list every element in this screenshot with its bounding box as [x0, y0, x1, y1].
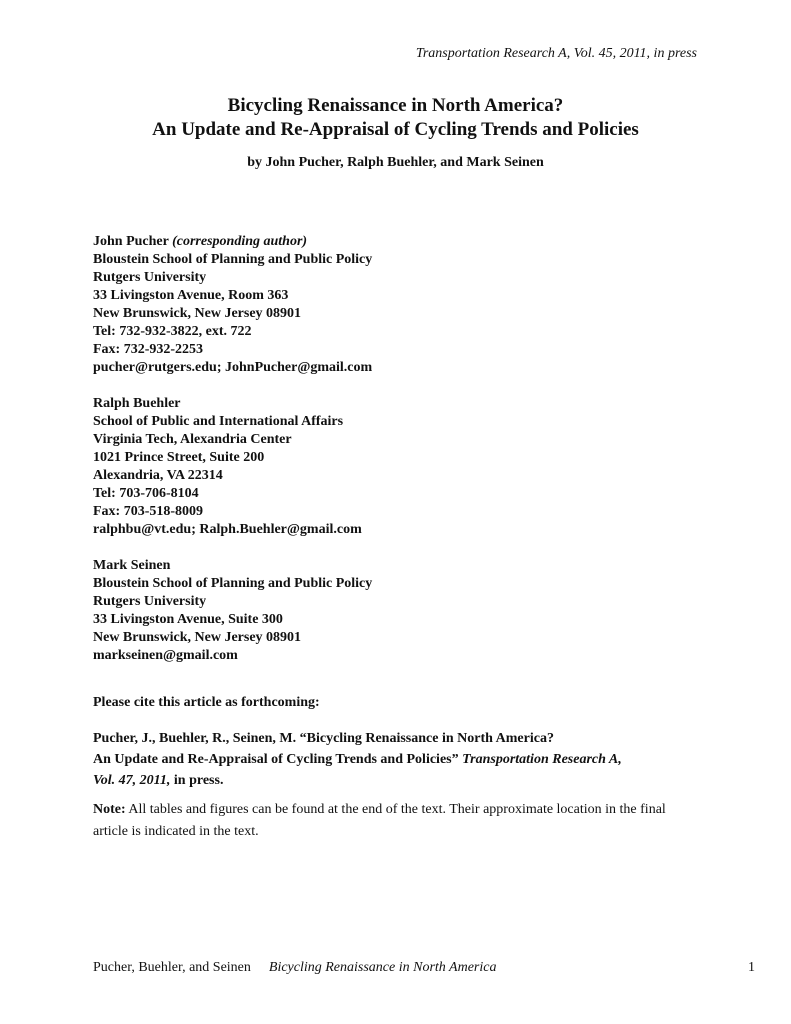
author-email: pucher@rutgers.edu; JohnPucher@gmail.com [93, 360, 373, 375]
note-text: All tables and figures can be found at the end of the text. Their approximate location in the final article is indicated in the text. [93, 802, 666, 839]
author-block-pucher [93, 233, 372, 377]
author-fax: Fax: 703-518-8009 [93, 504, 204, 519]
author-block-buehler [93, 395, 372, 539]
author-address: 33 Livingston Avenue, Room 363 [93, 288, 289, 303]
author-institution: Rutgers University [93, 270, 207, 285]
cite-heading: Please cite this article as forthcoming: [93, 695, 320, 710]
corresponding-author-label: (corresponding author) [172, 234, 308, 249]
author-address: 33 Livingston Avenue, Suite 300 [93, 612, 283, 627]
author-fax: Fax: 732-932-2253 [93, 342, 204, 357]
author-institution: Virginia Tech, Alexandria Center [93, 432, 292, 447]
author-city: Alexandria, VA 22314 [93, 468, 223, 483]
note-paragraph [93, 799, 703, 843]
author-tel: Tel: 703-706-8104 [93, 486, 199, 501]
byline: by John Pucher, Ralph Buehler, and Mark Seinen [247, 155, 544, 170]
citation-status: in press. [173, 773, 224, 788]
author-email: ralphbu@vt.edu; Ralph.Buehler@gmail.com [93, 522, 362, 537]
title-block [0, 94, 791, 172]
note-label: Note: [93, 802, 126, 817]
citation-line-1: Pucher, J., Buehler, R., Seinen, M. “Bicycling Renaissance in North America? [93, 731, 554, 746]
citation-line-3 [93, 770, 622, 791]
citation-journal: Transportation Research A, [462, 752, 622, 767]
footer-short-title: Bicycling Renaissance in North America [268, 960, 497, 975]
author-list [93, 233, 372, 683]
footer-authors: Pucher, Buehler, and Seinen [93, 960, 251, 975]
author-city: New Brunswick, New Jersey 08901 [93, 630, 302, 645]
paper-title-line-2: An Update and Re-Appraisal of Cycling Trends and Policies [152, 119, 639, 140]
author-affiliation: Bloustein School of Planning and Public Policy [93, 576, 373, 591]
author-email: markseinen@gmail.com [93, 648, 238, 663]
author-address: 1021 Prince Street, Suite 200 [93, 450, 265, 465]
paper-title-line-1: Bicycling Renaissance in North America? [227, 95, 564, 116]
citation-title-end: An Update and Re-Appraisal of Cycling Trends and Policies” [93, 752, 459, 767]
citation-line-2 [93, 749, 622, 770]
author-name-line [93, 233, 372, 251]
author-institution: Rutgers University [93, 594, 207, 609]
citation-volume: Vol. 47, 2011, [93, 773, 171, 788]
author-name: Mark Seinen [93, 558, 171, 573]
author-tel: Tel: 732-932-3822, ext. 722 [93, 324, 252, 339]
citation [93, 728, 622, 791]
author-city: New Brunswick, New Jersey 08901 [93, 306, 302, 321]
author-block-seinen [93, 557, 372, 665]
page-footer [93, 959, 755, 977]
page-number: 1 [748, 960, 755, 975]
author-affiliation: School of Public and International Affairs [93, 414, 344, 429]
author-name: John Pucher [93, 234, 169, 249]
author-name: Ralph Buehler [93, 396, 181, 411]
running-head: Transportation Research A, Vol. 45, 2011, in press [415, 46, 697, 61]
author-affiliation: Bloustein School of Planning and Public Policy [93, 252, 373, 267]
